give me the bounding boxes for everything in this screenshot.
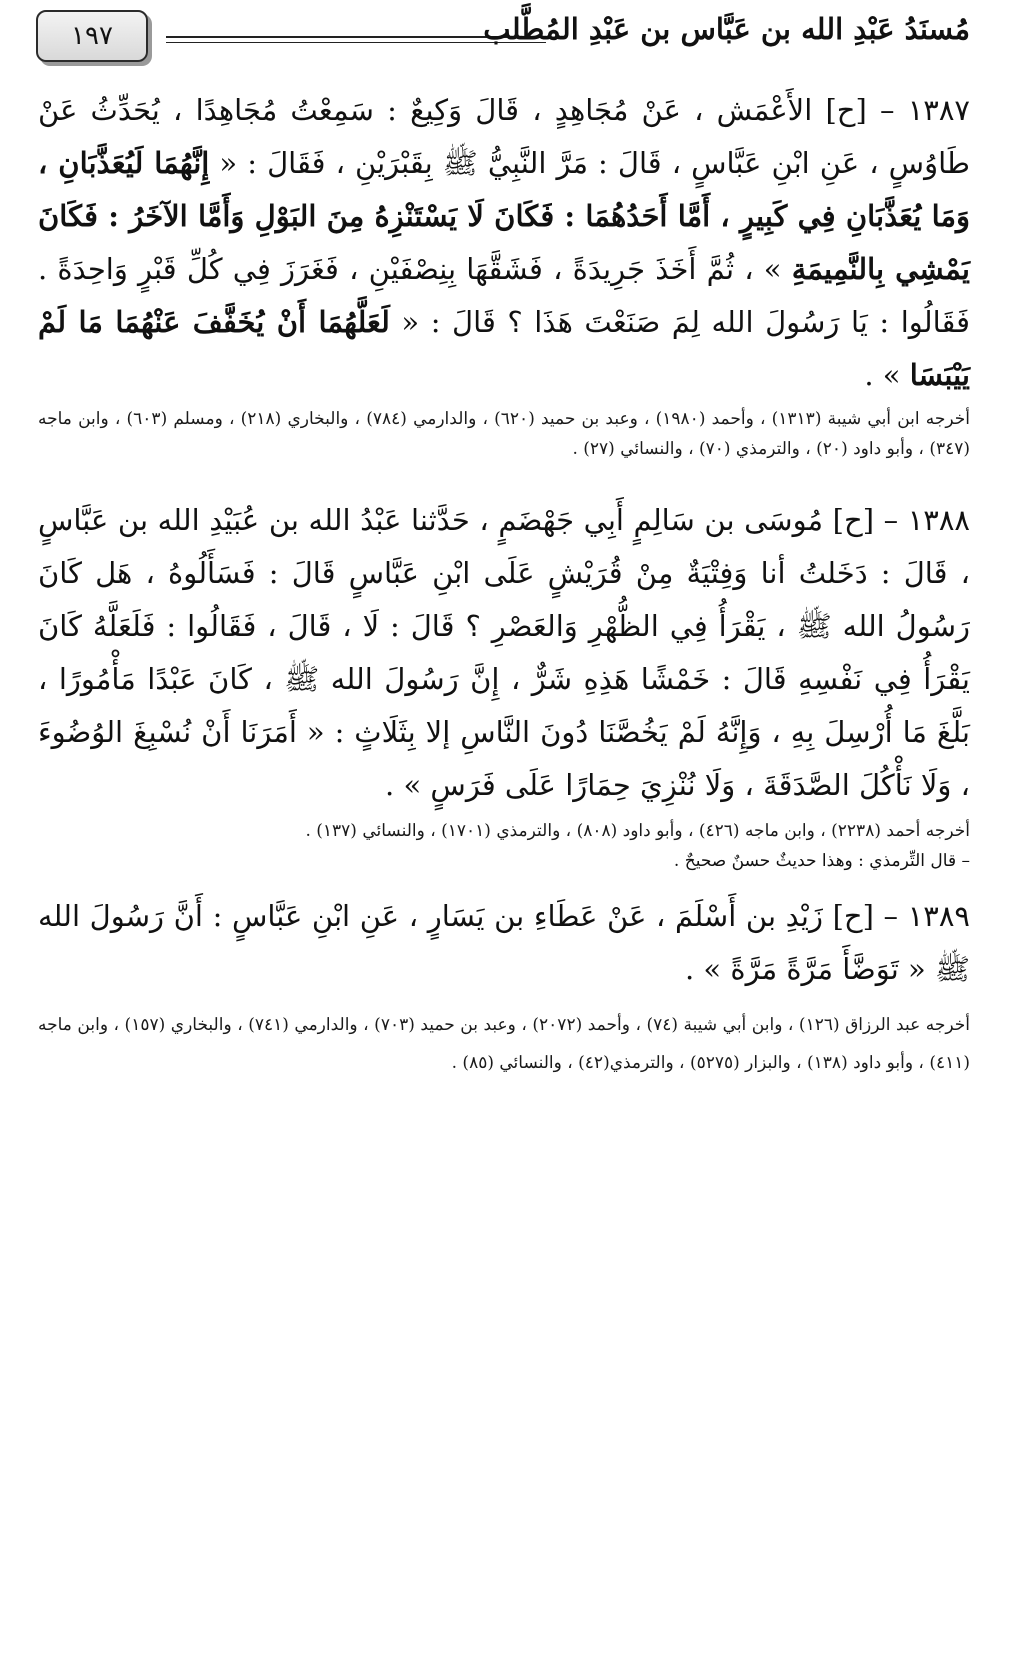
hadith-number: ١٣٨٩ – [ح] bbox=[832, 899, 970, 933]
page-header bbox=[36, 6, 970, 64]
running-title: مُسنَدُ عَبْدِ الله بن عَبَّاس بن عَبْدِ المُطَّلب bbox=[483, 12, 970, 46]
page-content bbox=[38, 80, 970, 1082]
page-number: ١٩٧ bbox=[71, 21, 113, 51]
takhrij-1389: أخرجه عبد الرزاق (١٢٦) ، وابن أبي شيبة (٧٤) ، وأحمد (٢٠٧٢) ، وعبد بن حميد (٧٠٣) ، والدارمي (٧٤١) ، والبخاري (١٥٧) ، وابن ماجه (٤١١) ، وأبو داود (١٣٨) ، والبزار (٥٢٧٥) ، والترمذي(٤٢) ، والنسائي (٨٥) . bbox=[38, 1015, 970, 1073]
hadith-text: الأَعْمَش ، عَنْ مُجَاهِدٍ ، قَالَ وَكِيعٌ : سَمِعْتُ مُجَاهِدًا ، يُحَدِّثُ عَنْ طَاوُسٍ ، عَنِ ابْنِ عَبَّاسٍ ، قَالَ : مَرَّ النَّبِيُّ ﷺ بِقَبْرَيْنِ ، فَقَالَ : « bbox=[38, 93, 970, 180]
hadith-number: ١٣٨٧ – [ح] bbox=[825, 93, 970, 127]
takhrij-1387: أخرجه ابن أبي شيبة (١٣١٣) ، وأحمد (١٩٨٠) ، وعبد بن حميد (٦٢٠) ، والدارمي (٧٨٤) ، والبخاري (٢١٨) ، ومسلم (٦٠٣) ، وابن ماجه (٣٤٧) ، وأبو داود (٢٠) ، والترمذي (٧٠) ، والنسائي (٢٧) . bbox=[38, 409, 971, 459]
hadith-1389 bbox=[38, 890, 970, 996]
hadith-matn-bold: لَعَلَّهُمَا أَنْ يُخَفَّفَ عَنْهُمَا مَا لَمْ يَيْبَسَا bbox=[38, 305, 970, 392]
hadith-1387 bbox=[38, 84, 970, 402]
hadith-text: زَيْدِ بن أَسْلَمَ ، عَنْ عَطَاءِ بن يَسَارٍ ، عَنِ ابْنِ عَبَّاسٍ : أَنَّ رَسُولَ الله ﷺ « تَوَضَّأَ مَرَّةً مَرَّةً » . bbox=[38, 899, 970, 986]
hadith-text: » . bbox=[864, 358, 910, 392]
hadith-1388 bbox=[38, 494, 970, 812]
tirmidhi-comment: – قال التِّرمذي : وهذا حديثٌ حسنٌ صحيحٌ . bbox=[673, 851, 970, 871]
hadith-text: » ، ثُمَّ أَخَذَ جَرِيدَةً ، فَشَقَّهَا بِنِصْفَيْنِ ، فَغَرَزَ فِي كُلِّ قَبْرٍ وَاحِدَةً . فَقَالُوا : يَا رَسُولَ الله لِمَ صَنَعْتَ هَذَا ؟ قَالَ : « bbox=[38, 252, 970, 339]
page-number-badge bbox=[36, 10, 148, 62]
hadith-text: مُوسَى بن سَالِمٍ أَبِي جَهْضَمٍ ، حَدَّثنا عَبْدُ الله بن عُبَيْدِ الله بن عَبَّاسٍ ، قَالَ : دَخَلتُ أنا وَفِتْيَةٌ مِنْ قُرَيْشٍ عَلَى ابْنِ عَبَّاسٍ قَالَ : فَسَأَلُوهُ ، هَل كَانَ رَسُولُ الله ﷺ ، يَقْرَأُ فِي الظُّهْرِ وَالعَصْرِ ؟ قَالَ : لَا ، قَالَ ، فَقَالُوا : فَلَعَلَّهُ كَانَ يَقْرَأُ فِي نَفْسِهِ قَالَ : خَمْشًا هَذِهِ شَرٌّ ، إِنَّ رَسُولَ الله ﷺ ، كَانَ عَبْدًا مَأْمُورًا ، بَلَّغَ مَا أُرْسِلَ بِهِ ، وَإِنَّهُ لَمْ يَخُصَّنَا دُونَ النَّاسِ إلا بِثَلَاثٍ : « أَمَرَنَا أَنْ نُسْبِغَ الوُضُوءَ ، وَلَا نَأْكُلَ الصَّدَقَةَ ، وَلَا نُنْزِيَ حِمَارًا عَلَى فَرَسٍ » . bbox=[38, 503, 970, 802]
hadith-number: ١٣٨٨ – [ح] bbox=[832, 503, 970, 537]
hadith-matn-bold: إِنَّهُمَا لَيُعَذَّبَانِ ، وَمَا يُعَذَّبَانِ فِي كَبِيرٍ ، أَمَّا أَحَدُهُمَا : فَكَانَ لَا يَسْتَنْزِهُ مِنَ البَوْلِ وَأَمَّا الآخَرُ : فَكَانَ يَمْشِي بِالنَّمِيمَةِ bbox=[38, 146, 970, 286]
takhrij-1388: أخرجه أحمد (٢٢٣٨) ، وابن ماجه (٤٢٦) ، وأبو داود (٨٠٨) ، والترمذي (١٧٠١) ، والنسائي (١٣٧) . bbox=[305, 821, 970, 841]
